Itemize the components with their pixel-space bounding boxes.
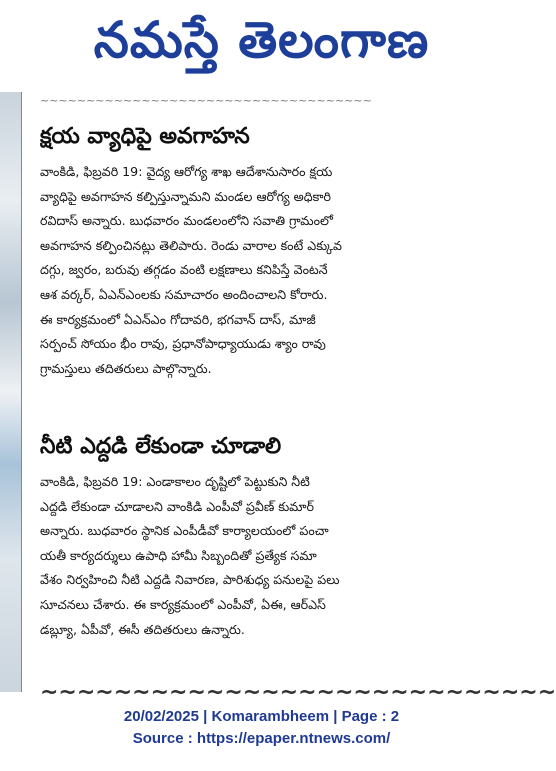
article-line: వేశం నిర్వహించి నీటి ఎద్దడి నివారణ, పారిశుధ్య పనులపై పలు bbox=[40, 572, 340, 588]
article-line: డబ్ల్యూ, ఏపీవో, ఈసీ తదితరులు ఉన్నారు. bbox=[40, 621, 245, 637]
article-line: అన్నారు. బుధవారం స్థానిక ఎంపీడీవో కార్యాలయంలో పంచా bbox=[40, 523, 329, 539]
article-line: ఈ కార్యక్రమంలో ఏఎన్ఎం గోదావరి, భగవాన్ దాస్, మాజీ bbox=[40, 311, 316, 327]
cut-off-headline-bottom: ~~~~~~~~~~~~~~~~~~~~~~~~~~~~ bbox=[40, 680, 556, 705]
edition-info: 20/02/2025 | Komarambheem | Page : 2 bbox=[123, 708, 400, 725]
page-footer bbox=[0, 706, 523, 750]
article-line: గ్రామస్తులు తదితరులు పాల్గొన్నారు. bbox=[40, 360, 212, 376]
cut-off-text-top: ~~~~~~~~~~~~~~~~~~~~~~~~~~~~~~~~~~~~ bbox=[40, 94, 372, 107]
article-tb-awareness bbox=[40, 120, 510, 381]
source-url: Source : https://epaper.ntnews.com/ bbox=[132, 730, 391, 747]
article-body bbox=[40, 160, 510, 381]
article-line: అవగాహన కల్పించినట్లు తెలిపారు. రెండు వారాల కంటే ఎక్కువ bbox=[40, 237, 342, 253]
article-headline: నీటి ఎద్దడి లేకుండా చూడాలి bbox=[40, 434, 282, 459]
article-line: యతీ కార్యదర్శులు ఉపాధి హామీ సిబ్బందితో ప్రత్యేక సమా bbox=[40, 547, 317, 563]
newspaper-masthead bbox=[0, 0, 523, 92]
article-line: ఎద్దడి లేకుండా చూడాలని వాంకిడి ఎంపీవో ప్రవీణ్ కుమార్ bbox=[40, 498, 315, 514]
article-line: వ్యాధిపై అవగాహన కల్పిస్తున్నామని మండల ఆరోగ్య అధికారి bbox=[40, 188, 332, 204]
article-line: వాంకిడి, ఫిబ్రవరి 19: ఎండాకాలం దృష్టిలో పెట్టుకుని నీటి bbox=[40, 474, 310, 489]
article-line: సర్పంచ్ సోయం భీం రావు, ప్రధానోపాధ్యాయుడు శ్యాం రావు bbox=[40, 336, 326, 352]
article-body bbox=[40, 470, 510, 642]
newspaper-clipping bbox=[0, 92, 556, 705]
article-headline: క్షయ వ్యాధిపై అవగాహన bbox=[40, 124, 250, 149]
adjacent-column-strip bbox=[0, 92, 22, 692]
article-line: రవిదాస్ అన్నారు. బుధవారం మండలంలోని సవాతి గ్రామంలో bbox=[40, 213, 333, 229]
article-water-scarcity bbox=[40, 430, 510, 642]
masthead-title: నమస్తే తెలంగాణ bbox=[93, 10, 430, 69]
article-line: సూచనలు చేశారు. ఈ కార్యక్రమంలో ఎంపీవో, ఏఈ, ఆర్ఎస్ bbox=[40, 596, 326, 612]
article-line: దగ్గు, జ్వరం, బరువు తగ్గడం వంటి లక్షణాలు కనిపిస్తే వెంటనే bbox=[40, 262, 328, 278]
article-line: వాంకిడి, ఫిబ్రవరి 19: వైద్య ఆరోగ్య శాఖ ఆదేశానుసారం క్షయ bbox=[40, 164, 333, 179]
article-line: ఆశ వర్కర్, ఏఎన్ఎంలకు సమాచారం అందించాలని కోరారు. bbox=[40, 286, 328, 302]
